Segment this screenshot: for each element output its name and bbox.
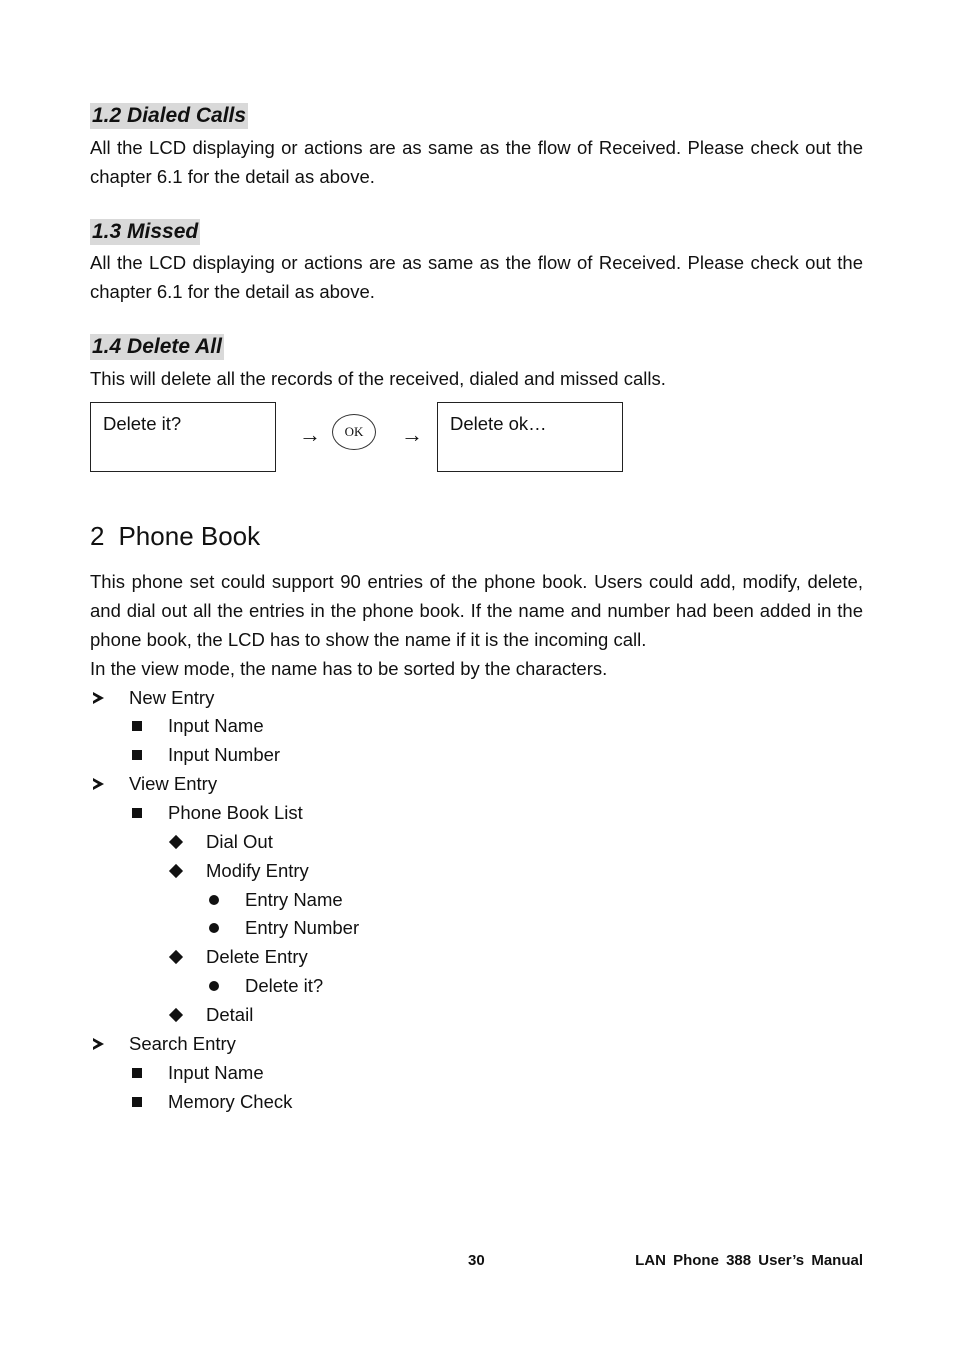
circle-bullet-icon <box>206 916 222 940</box>
chapter-number: 2 <box>90 521 105 551</box>
chapter-intro: This phone set could support 90 entries of the phone book. Users could add, modify, delete, and dial out all the entries in the phone book. If the name and number had been added in the phone book, the LCD has to show the name if it is the incoming call. <box>90 571 863 650</box>
arrowhead-bullet-icon <box>90 772 106 796</box>
square-bullet-icon <box>129 743 145 767</box>
list-item: Dial Out <box>206 831 273 852</box>
diamond-bullet-icon <box>168 1003 184 1027</box>
section-body-delete-all: This will delete all the records of the received, dialed and missed calls. <box>90 368 666 389</box>
section-title-delete-all: 1.4 Delete All <box>92 335 222 358</box>
diamond-bullet-icon <box>168 859 184 883</box>
page-number: 30 <box>468 1252 485 1269</box>
square-bullet-icon <box>129 1061 145 1085</box>
circle-bullet-icon <box>206 888 222 912</box>
ok-label: OK <box>344 424 364 439</box>
lcd-screen-delete-it: Delete it? <box>90 402 276 472</box>
list-item: Detail <box>206 1004 254 1025</box>
chapter-title: Phone Book <box>118 521 261 551</box>
arrow-right-icon: → <box>299 422 321 447</box>
list-item: Memory Check <box>168 1091 293 1112</box>
section-title-dialed-calls: 1.2 Dialed Calls <box>92 104 247 127</box>
circle-bullet-icon <box>206 974 222 998</box>
footer-manual-title: LAN Phone 388 User’s Manual <box>635 1252 863 1269</box>
list-item: Input Name <box>168 1062 264 1083</box>
arrowhead-bullet-icon <box>90 686 106 710</box>
ok-button-icon <box>332 414 376 450</box>
list-item: View Entry <box>129 773 218 794</box>
list-item: Entry Name <box>245 889 343 910</box>
section-title-missed: 1.3 Missed <box>92 220 199 243</box>
list-item: Search Entry <box>129 1033 236 1054</box>
square-bullet-icon <box>129 1090 145 1114</box>
list-item: New Entry <box>129 687 215 708</box>
square-bullet-icon <box>129 714 145 738</box>
list-item: Entry Number <box>245 917 360 938</box>
lcd-screen-delete-ok: Delete ok… <box>437 402 623 472</box>
list-item: Input Number <box>168 744 281 765</box>
list-item: Modify Entry <box>206 860 309 881</box>
section-body-dialed-calls: All the LCD displaying or actions are as same as the flow of Received. Please check out the chapter 6.1 for the detail as above. <box>90 137 863 187</box>
list-item: Delete Entry <box>206 946 308 967</box>
arrow-right-icon: → <box>401 422 423 447</box>
list-item: Delete it? <box>245 975 324 996</box>
chapter-view-mode-note: In the view mode, the name has to be sorted by the characters. <box>90 658 608 679</box>
list-item: Phone Book List <box>168 802 303 823</box>
diamond-bullet-icon <box>168 945 184 969</box>
section-body-missed: All the LCD displaying or actions are as same as the flow of Received. Please check out the chapter 6.1 for the detail as above. <box>90 252 863 302</box>
diamond-bullet-icon <box>168 830 184 854</box>
square-bullet-icon <box>129 801 145 825</box>
arrowhead-bullet-icon <box>90 1032 106 1056</box>
list-item: Input Name <box>168 715 264 736</box>
chapter-heading <box>90 520 260 552</box>
